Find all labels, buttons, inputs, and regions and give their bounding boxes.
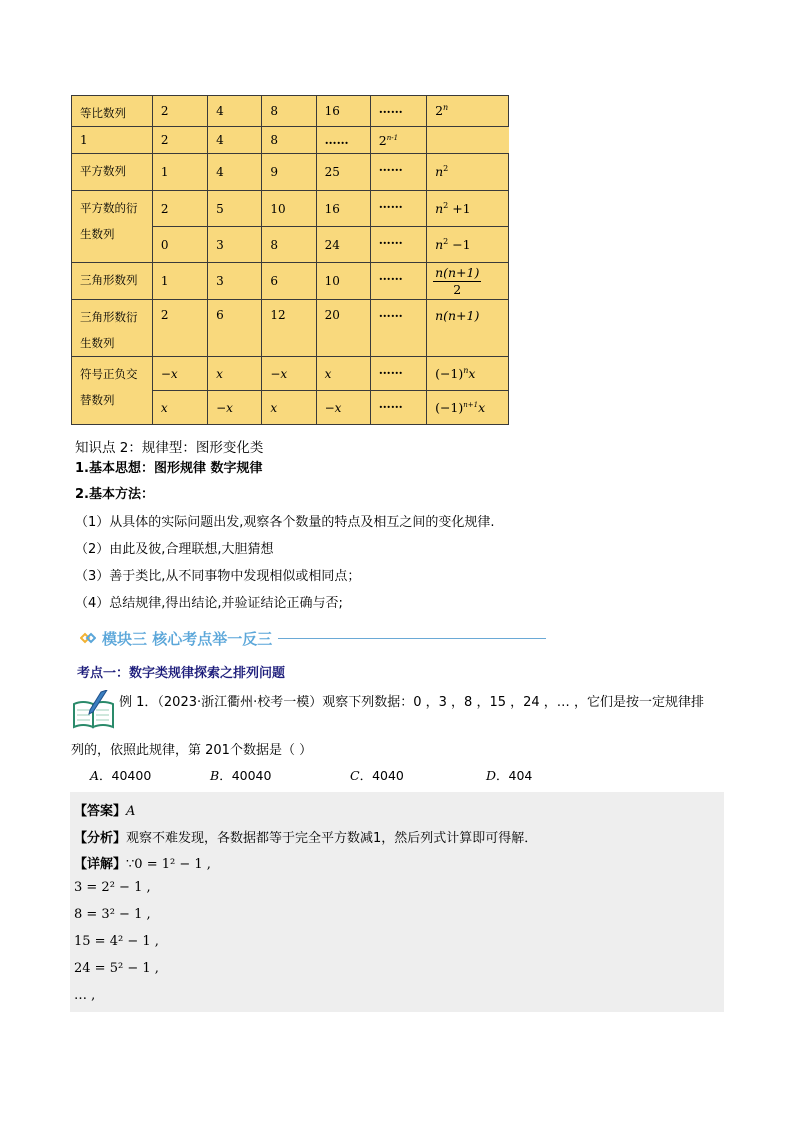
general-term: $(-1)^{n+1}x$ [427,391,509,425]
method-step: （3）善于类比,从不同事物中发现相似或相同点； [75,569,361,584]
cell: 5 [208,191,262,227]
answer-block [70,792,724,1012]
cell: 25 [316,154,370,191]
detail-step: 8 = 3² − 1 , [74,907,151,922]
cell: 24 [316,227,370,263]
general-term: 2$^{n-1}$ [370,127,426,154]
cell: 3 [208,227,262,263]
double-chevron-icon [80,631,96,645]
answer-line: 【答案】A [74,804,136,819]
cell: 8 [262,127,316,154]
cell: 1 [72,127,153,154]
fraction: $\frac{n(n+1)}{2}$ [435,264,480,297]
cell: 4 [208,96,262,127]
cell: 8 [262,227,316,263]
cell: −x [262,357,316,391]
general-term: $n^2$ [427,154,509,191]
cell: 12 [262,300,316,357]
general-term: n(n+1) [427,300,509,357]
row-name: 平方数列 [72,154,153,191]
cell: 20 [316,300,370,357]
cell: x [208,357,262,391]
cell: 1 [152,154,207,191]
row-name: 等比数列 [72,96,153,127]
cell: 1 [152,263,207,300]
example-question: 例 1．（2023·浙江衢州·校考一模）观察下列数据：0 ，3 ，8 ，15 ，24 ，… ，它们是按一定规律排 [119,695,704,710]
cell: −x [208,391,262,425]
detail-step: 24 = 5² − 1 , [74,961,159,976]
method-step: （2）由此及彼,合理联想,大胆猜想 [75,542,274,557]
ellipsis-cell: …… [370,357,426,391]
cell: 6 [208,300,262,357]
general-term: 2$^n$ [427,96,509,127]
cell: 9 [262,154,316,191]
cell: 10 [316,263,370,300]
cell: 4 [208,154,262,191]
knowledge-point-title: 知识点 2：规律型：图形变化类 [75,440,264,456]
method-step: （1）从具体的实际问题出发,观察各个数量的特点及相互之间的变化规律. [75,515,495,530]
general-term: $(-1)^nx$ [427,357,509,391]
detail-step: … , [74,988,96,1003]
ellipsis-cell: …… [370,154,426,191]
detail-step: 15 = 4² − 1 , [74,934,159,949]
exam-point-title: 考点一：数字类规律探索之排列问题 [77,666,286,681]
sequence-table [71,95,509,425]
row-name: 三角形数衍生数列 [72,300,153,357]
detail-step: 3 = 2² − 1 , [74,880,151,895]
ellipsis-cell: …… [370,96,426,127]
method-step: （4）总结规律,得出结论,并验证结论正确与否; [75,596,343,611]
analysis-line: 【分析】观察不难发现，各数据都等于完全平方数减1，然后列式计算即可得解． [74,831,538,846]
row-name: 三角形数列 [72,263,153,300]
example-question-cont: 列的，依照此规律，第 201个数据是（ ） [71,743,313,758]
detail-line: 【详解】∵0 = 1² − 1 , [74,857,211,872]
module-title: 模块三 核心考点举一反三 [102,629,273,648]
cell: −x [316,391,370,425]
cell: 16 [316,96,370,127]
general-term: $n^2 -1$ [427,227,509,263]
book-pencil-icon [71,690,117,730]
general-term: $n^2 +1$ [427,191,509,227]
cell: 0 [152,227,207,263]
general-term [427,263,509,300]
ellipsis-cell: …… [370,263,426,300]
ellipsis-cell: …… [316,127,370,154]
cell: 8 [262,96,316,127]
ellipsis-cell: …… [370,300,426,357]
cell: x [152,391,207,425]
cell: 2 [152,96,207,127]
basic-idea: 1.基本思想：图形规律 数字规律 [75,461,263,476]
option-b: B．40040 [210,768,272,783]
cell: 2 [152,300,207,357]
cell: 16 [316,191,370,227]
row-name: 符号正负交替数列 [72,357,153,425]
cell: 3 [208,263,262,300]
module-banner [80,627,546,649]
cell: x [262,391,316,425]
divider [278,638,546,639]
cell: 2 [152,191,207,227]
cell: 10 [262,191,316,227]
row-name: 平方数的衍生数列 [72,191,153,263]
option-c: C．4040 [350,768,404,783]
cell: 4 [208,127,262,154]
ellipsis-cell: …… [370,191,426,227]
basic-method: 2.基本方法： [75,487,154,502]
ellipsis-cell: …… [370,391,426,425]
cell: −x [152,357,207,391]
option-a: A．40400 [90,768,152,783]
option-d: D．404 [486,768,533,783]
cell: 6 [262,263,316,300]
ellipsis-cell: …… [370,227,426,263]
cell: 2 [152,127,207,154]
cell: x [316,357,370,391]
